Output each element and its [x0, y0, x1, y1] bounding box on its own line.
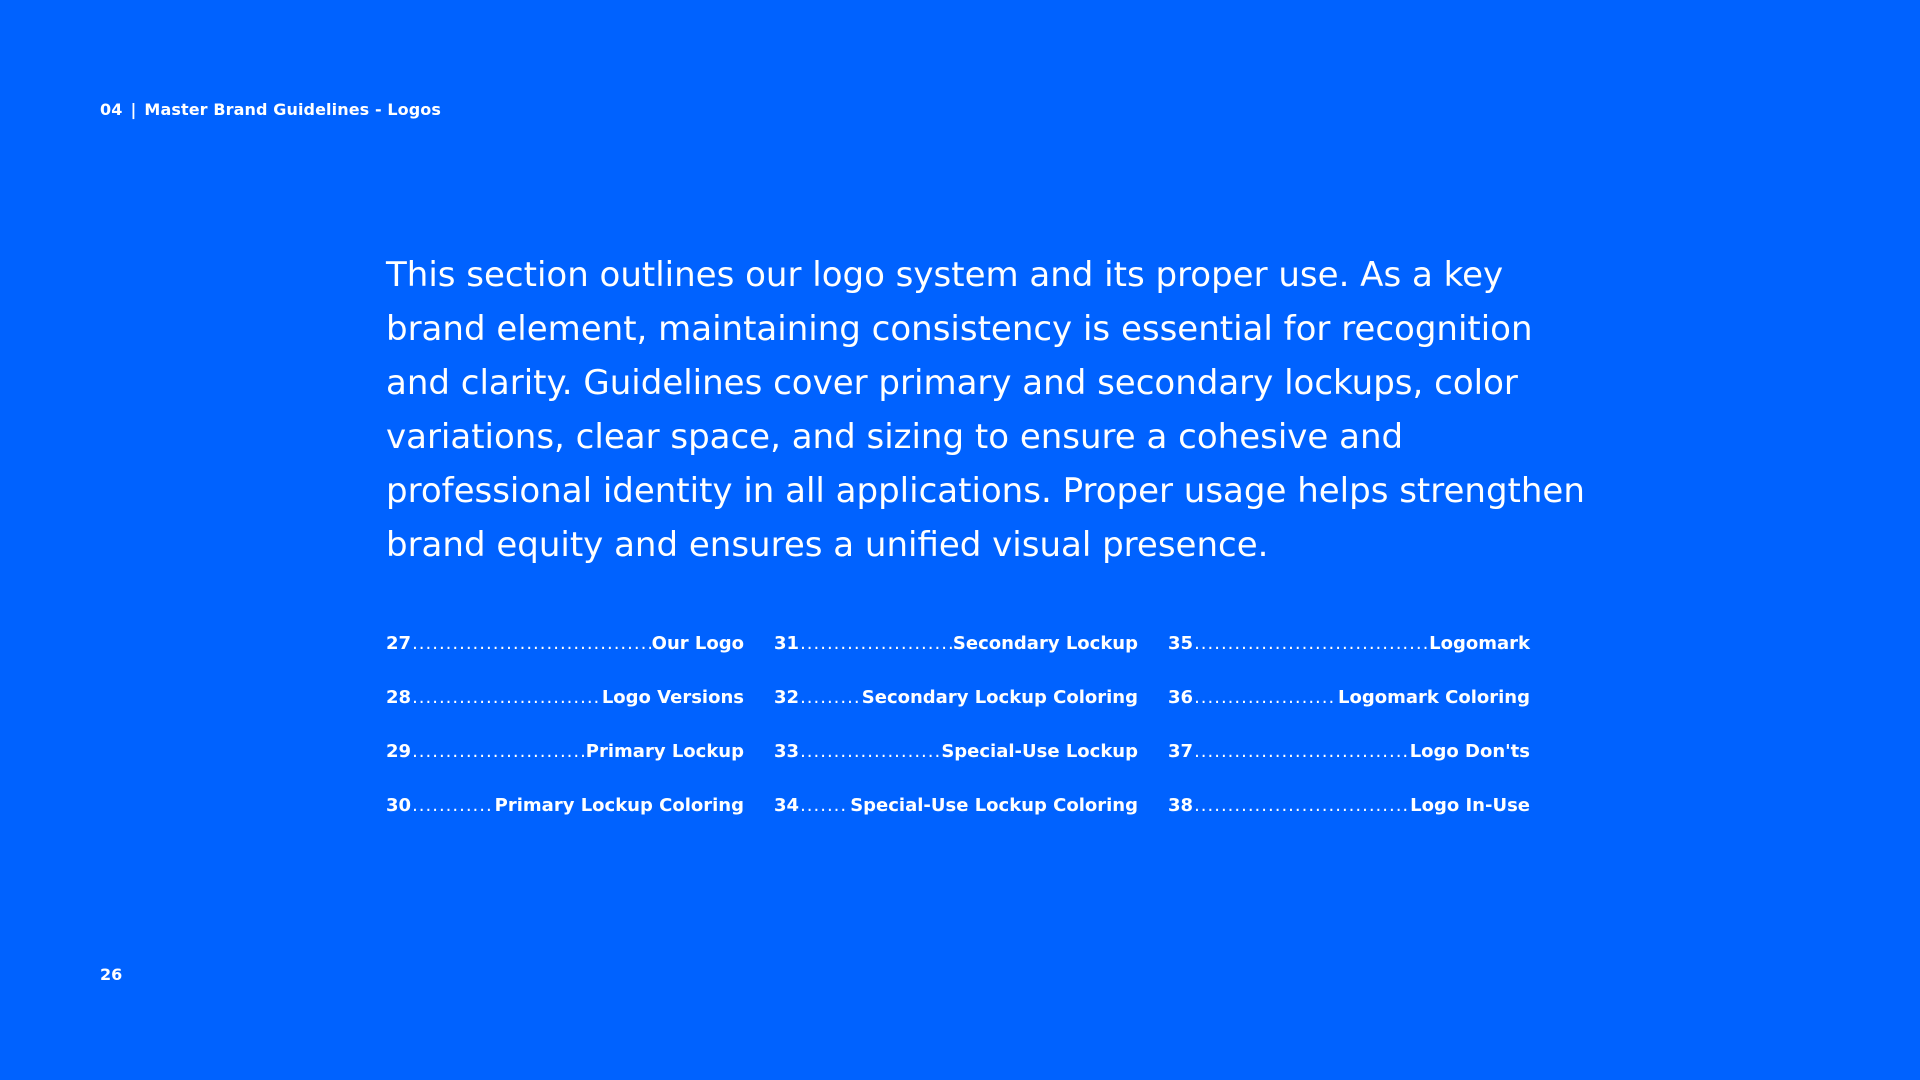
toc-item-logo-in-use[interactable] [1168, 795, 1530, 849]
toc-leader-dots [1194, 633, 1428, 654]
header-separator: | [130, 100, 137, 119]
toc-item-title: Logo Versions [601, 687, 744, 708]
toc-page-number: 31 [774, 633, 800, 654]
toc-leader-dots [412, 633, 651, 654]
toc-page-number: 27 [386, 633, 412, 654]
toc-leader-dots [1194, 741, 1409, 762]
toc-page-number: 34 [774, 795, 800, 816]
toc-column-2 [774, 633, 1138, 849]
toc-leader-dots [800, 633, 952, 654]
toc-column-1 [386, 633, 744, 849]
toc-column-3 [1168, 633, 1530, 849]
toc-item-title: Our Logo [651, 633, 744, 654]
toc-page-number: 33 [774, 741, 800, 762]
section-header [100, 100, 441, 119]
toc-item-title: Logomark [1429, 633, 1530, 654]
toc-leader-dots [800, 795, 849, 816]
toc-item-primary-lockup-coloring[interactable] [386, 795, 744, 849]
toc-item-primary-lockup[interactable] [386, 741, 744, 795]
toc-item-title: Secondary Lockup [952, 633, 1138, 654]
toc-item-secondary-lockup-coloring[interactable] [774, 687, 1138, 741]
toc-item-special-use-lockup-coloring[interactable] [774, 795, 1138, 849]
toc-item-title: Logo In-Use [1410, 795, 1530, 816]
toc-item-secondary-lockup[interactable] [774, 633, 1138, 687]
toc-page-number: 32 [774, 687, 800, 708]
intro-paragraph: This section outlines our logo system and its proper use. As a key brand element, maintaining consistency is essential for recognition and clarity. Guidelines cover primary and secondary lockups, color variations, clear space, and sizing to ensure a cohesive and professional identity in all applications. Proper usage helps strengthen brand equity and ensures a unified visual presence. [386, 255, 1585, 565]
toc-page-number: 29 [386, 741, 412, 762]
toc-item-title: Primary Lockup [585, 741, 744, 762]
toc-leader-dots [1194, 795, 1409, 816]
toc-leader-dots [800, 687, 861, 708]
toc-item-logo-versions[interactable] [386, 687, 744, 741]
toc-item-title: Primary Lockup Coloring [494, 795, 744, 816]
toc-leader-dots [800, 741, 940, 762]
toc-item-title: Special-Use Lockup Coloring [850, 795, 1138, 816]
table-of-contents [386, 633, 1530, 849]
section-title: Master Brand Guidelines - Logos [144, 100, 442, 119]
toc-item-special-use-lockup[interactable] [774, 741, 1138, 795]
toc-item-logomark[interactable] [1168, 633, 1530, 687]
toc-item-logo-donts[interactable] [1168, 741, 1530, 795]
toc-leader-dots [412, 687, 601, 708]
toc-page-number: 35 [1168, 633, 1194, 654]
toc-item-title: Logomark Coloring [1338, 687, 1530, 708]
section-number: 04 [100, 100, 123, 119]
toc-item-title: Secondary Lockup Coloring [861, 687, 1138, 708]
toc-leader-dots [1194, 687, 1337, 708]
toc-leader-dots [412, 795, 494, 816]
toc-page-number: 30 [386, 795, 412, 816]
toc-page-number: 37 [1168, 741, 1194, 762]
toc-item-logomark-coloring[interactable] [1168, 687, 1530, 741]
toc-item-title: Logo Don'ts [1409, 741, 1530, 762]
page-number: 26 [100, 965, 123, 984]
toc-item-title: Special-Use Lockup [941, 741, 1138, 762]
toc-leader-dots [412, 741, 585, 762]
toc-item-our-logo[interactable] [386, 633, 744, 687]
toc-page-number: 38 [1168, 795, 1194, 816]
toc-page-number: 28 [386, 687, 412, 708]
toc-page-number: 36 [1168, 687, 1194, 708]
